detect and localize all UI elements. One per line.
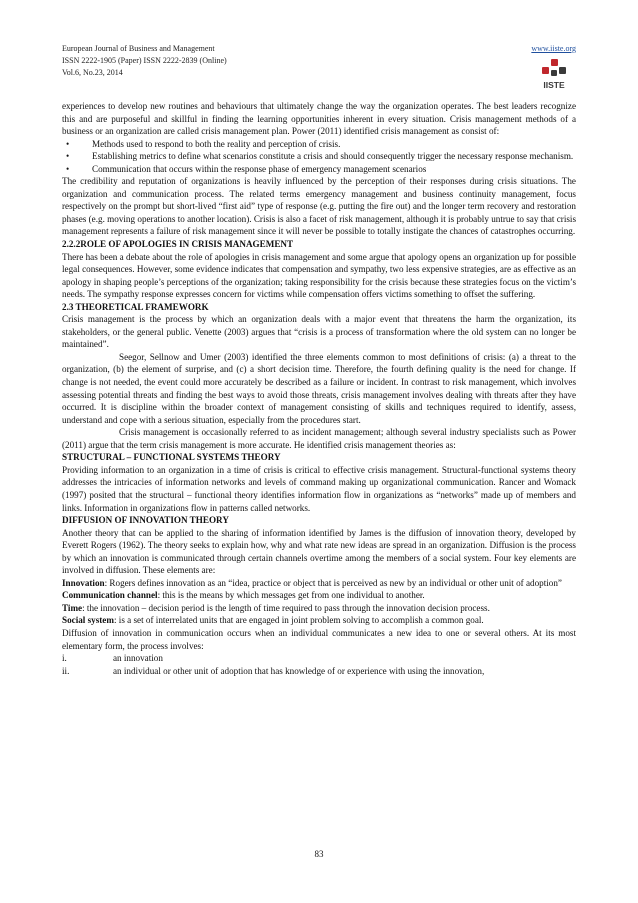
definition-term: Communication channel [62, 590, 158, 601]
list-item: • Communication that occurs within the response phase of emergency management scenarios [62, 163, 576, 176]
definition-term: Time [62, 602, 83, 613]
definition-term: Innovation [62, 577, 105, 588]
paragraph: The credibility and reputation of organizations is heavily influenced by the perception of their responses during crisis situations. The organization and communication process. The related terms emergency management and business continuity management, focus respectively on the prompt but short-lived “first aid” type of response (e.g. putting the fire out) and the longer term recovery and restoration phases (e.g. moving operations to another location). Crisis is also a facet of risk management, although it is probably untrue to say that crisis management represents a failure of risk management since it will never be possible to totally instigate the chances of catastrophes occurring. [62, 176, 576, 237]
list-item: • Establishing metrics to define what scenarios constitute a crisis and should consequently trigger the necessary response mechanism. [62, 150, 576, 163]
definition-item [62, 602, 576, 615]
list-numeral: ii. [62, 665, 70, 676]
paragraph: Diffusion of innovation in communication occurs when an individual communicates a new idea to one or several others. At its most elementary form, the process involves: [62, 627, 576, 651]
definition-item [62, 589, 576, 602]
logo-mark [542, 67, 549, 74]
list-item: • Methods used to respond to both the reality and perception of crisis. [62, 138, 576, 151]
definition-text: : this is the means by which messages get from one individual to another. [157, 590, 425, 601]
logo-text: IISTE [543, 80, 565, 90]
definition-item [62, 614, 576, 627]
definition-text: : the innovation – decision period is the length of time required to pass through the innovation decision process. [82, 602, 490, 613]
section-heading: DIFFUSION OF INNOVATION THEORY [62, 515, 229, 526]
bullet-list [62, 138, 576, 176]
paragraph: Crisis management is the process by which an organization deals with a major event that threatens the harm the organization, its stakeholders, or the general public. Venette (2003) argues that “crisis is a process of transformation where the old system can no longer be maintained”. [62, 314, 576, 350]
roman-list-item [62, 665, 576, 678]
definition-term: Social system [62, 615, 114, 626]
logo-mark [551, 70, 557, 76]
list-text: an individual or other unit of adoption that has knowledge of or experience with using the innovation, [113, 665, 485, 676]
definition-item [62, 577, 576, 590]
section-heading: STRUCTURAL – FUNCTIONAL SYSTEMS THEORY [62, 452, 281, 463]
paragraph: experiences to develop new routines and behaviours that ultimately change the way the organization operates. The best leaders recognize this and are purposeful and skillful in finding the learning opportunities inherent in every situation. Crisis management methods of a business or an organization are called crisis management plan. Power (2011) identified crisis management as consist of: [62, 101, 576, 137]
paragraph: Crisis management is occasionally referred to as incident management; although several industry specialists such as Power (2011) argue that the term crisis management is more accurate. He identified crisis management theories as: [62, 427, 576, 450]
list-numeral: i. [62, 653, 67, 664]
volume-line: Vol.6, No.23, 2014 [62, 68, 123, 77]
page-header [62, 43, 576, 93]
page-number: 83 [314, 849, 324, 859]
section-heading: 2.2.2ROLE OF APOLOGIES IN CRISIS MANAGEMENT [62, 239, 294, 250]
article-body [62, 100, 576, 677]
section-heading: 2.3 THEORETICAL FRAMEWORK [62, 301, 209, 312]
issn-line: ISSN 2222-1905 (Paper) ISSN 2222-2839 (Online) [62, 56, 227, 65]
list-text: an innovation [113, 653, 163, 664]
paragraph: Seegor, Sellnow and Umer (2003) identified the three elements common to most definitions of crisis: (a) a threat to the organization, (b) the element of surprise, and (c) a short decision time. Therefore, the fourth defining quality is the need for change. If change is not needed, the event could more accurately be described as a failure or incident. In contrast to risk management, which involves assessing potential threats and finding the best ways to avoid those threats, crisis management involves dealing with threats after they have occurred. It is discipline within the broader context of management consisting of skills and techniques required to identify, assess, understand and cope with a serious situation, especially from the procedures start. [62, 351, 576, 425]
paragraph: Providing information to an organization in a time of crisis is critical to effective crisis management. Structural-functional systems theory addresses the intricacies of information networks and levels of command making up organizational communication. Rancer and Womack (1997) posited that the structural – functional theory identifies information flow in organizations as “networks” made up of members and links. Information in organizations flow in patterns called networks. [62, 464, 576, 513]
definition-text: : Rogers defines innovation as an “idea, practice or object that is perceived as new by an individual or other unit of adoption” [104, 577, 562, 588]
logo-mark [551, 59, 558, 66]
logo-mark [559, 67, 566, 74]
journal-name: European Journal of Business and Management [62, 44, 215, 53]
paragraph: Another theory that can be applied to the sharing of information identified by James is the diffusion of innovation theory, developed by Everett Rogers (1962). The theory seeks to explain how, why and what rate new ideas are spread in an organization. Diffusion is the process by which an innovation is communicated through certain channels overtime among the members of a social system. Four key elements are involved in diffusion. These elements are: [62, 527, 576, 576]
definition-text: : is a set of interrelated units that are engaged in joint problem solving to accomplish a common goal. [113, 615, 484, 626]
paragraph: There has been a debate about the role of apologies in crisis management and some argue that apology opens an organization up for possible legal consequences. However, some evidence indicates that compensation and sympathy, two less expensive strategies, are as effective as an apology in shaping people’s perceptions of the organization; taking responsibility for the crisis because these strategies focus on the victim’s needs. The sympathy response expresses concern for victims while compensation offers victims something to offset the suffering. [62, 251, 576, 300]
roman-list-item [62, 652, 576, 665]
iiste-logo [538, 57, 570, 91]
journal-url-link[interactable]: www.iiste.org [531, 44, 576, 53]
